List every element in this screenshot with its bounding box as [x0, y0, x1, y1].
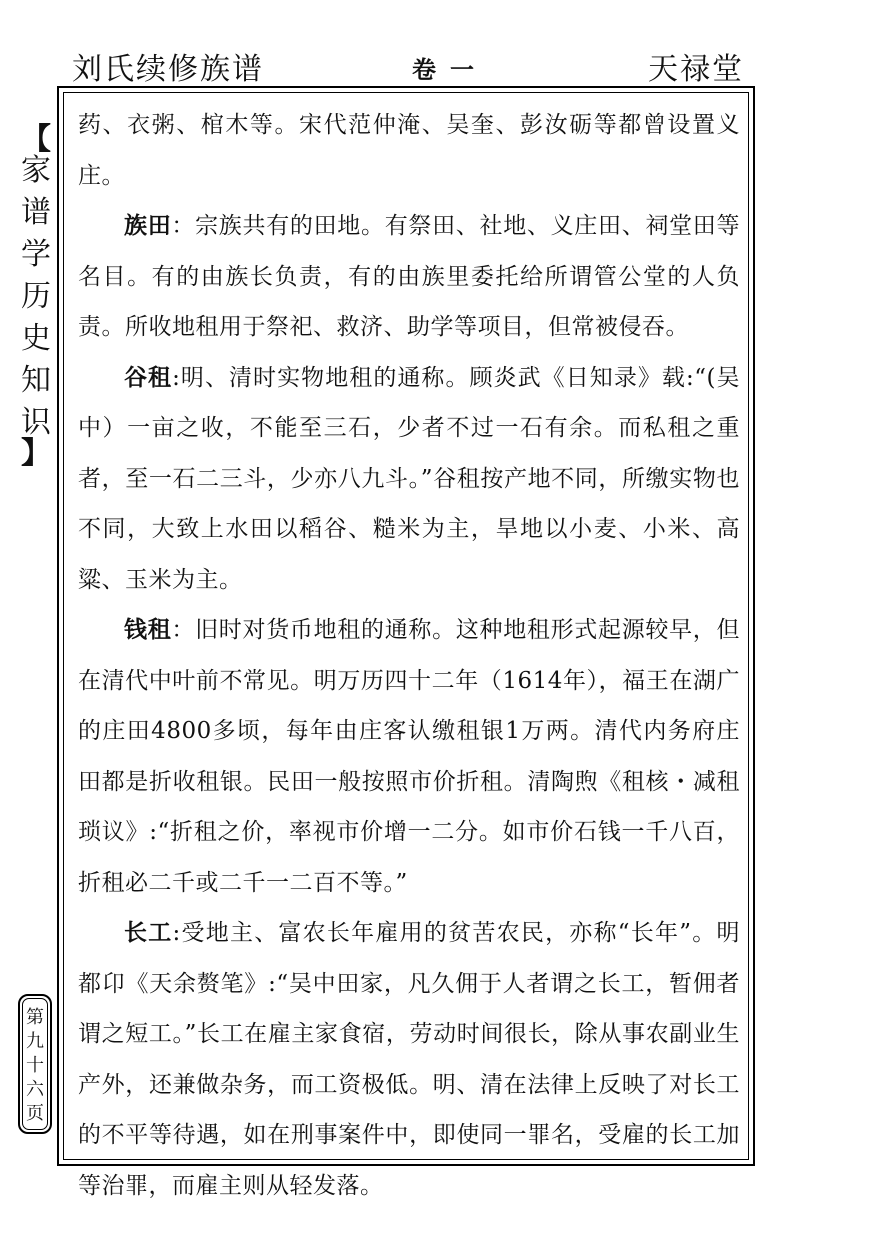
paragraph-money-rent [78, 605, 740, 908]
side-title-char: 学 [21, 237, 51, 272]
term-money-rent: 钱租 [124, 616, 172, 643]
page-number-char: 页 [26, 1103, 44, 1124]
page-number-label [18, 994, 52, 1134]
side-title-char: 知 [21, 363, 51, 398]
page-number-char: 十 [26, 1055, 44, 1076]
side-title-close-bracket: 】 [21, 436, 51, 471]
side-title-char: 史 [21, 321, 51, 356]
header-volume: 卷一 [412, 55, 488, 84]
paragraph-long-term-laborer [78, 908, 740, 1211]
side-title-open-bracket: 【 [21, 122, 51, 157]
side-title-char: 识 [21, 405, 51, 440]
term-clan-field: 族田 [124, 212, 172, 239]
header-hall-name: 天禄堂 [648, 52, 744, 87]
term-long-term-laborer: 长工 [124, 919, 173, 946]
paragraph-grain-rent [78, 353, 740, 606]
page-number-char: 六 [26, 1079, 44, 1100]
header-book-title: 刘氏续修族谱 [72, 52, 264, 87]
definition-long-term-laborer: :受地主、富农长年雇用的贫苦农民，亦称“长年”。明都卬《天余赘笔》:“吴中田家，凡久佣于人者谓之长工，暂佣者谓之短工。”长工在雇主家食宿，劳动时间很长，除从事农副业生产外，还兼做杂务，而工资极低。明、清在法律上反映了对长工的不平等待遇，如在刑事案件中，即使同一罪名，受雇的长工加等治罪，而雇主则从轻发落。 [78, 920, 741, 1199]
definition-clan-field: ：宗族共有的田地。有祭田、社地、义庄田、祠堂田等名目。有的由族长负责，有的由族里委托给所谓管公堂的人负责。所收地租用于祭祀、救济、助学等项目，但常被侵吞。 [78, 213, 741, 340]
page-number-char: 第 [26, 1007, 44, 1028]
definition-money-rent: ：旧时对货币地租的通称。这种地租形式起源较早，但在清代中叶前不常见。明万历四十二年（1614年），福王在湖广的庄田4800多顷，每年由庄客认缴租银1万两。清代内务府庄田都是折收租银。民田一般按照市价折租。清陶煦《租核・减租琐议》:“折租之价，率视市价增一二分。如市价石钱一千八百，折租必二千或二千一二百不等。” [78, 617, 741, 896]
side-section-title [16, 122, 56, 471]
term-grain-rent: 谷租 [124, 363, 173, 391]
page-number-char: 九 [26, 1031, 44, 1052]
side-title-char: 历 [21, 279, 51, 314]
paragraph-continuation: 药、衣粥、棺木等。宋代范仲淹、吴奎、彭汝砺等都曾设置义庄。 [78, 112, 740, 189]
body-text [78, 100, 740, 1211]
side-title-char: 谱 [21, 195, 51, 230]
side-title-char: 家 [21, 153, 51, 188]
paragraph-clan-field [78, 201, 740, 353]
definition-grain-rent: :明、清时实物地租的通称。顾炎武《日知录》载:“(吴中）一亩之收，不能至三石，少者不过一石有余。而私租之重者，至一石二三斗，少亦八九斗。”谷租按产地不同，所缴实物也不同，大致上水田以稻谷、糙米为主，旱地以小麦、小米、高粱、玉米为主。 [78, 364, 741, 593]
